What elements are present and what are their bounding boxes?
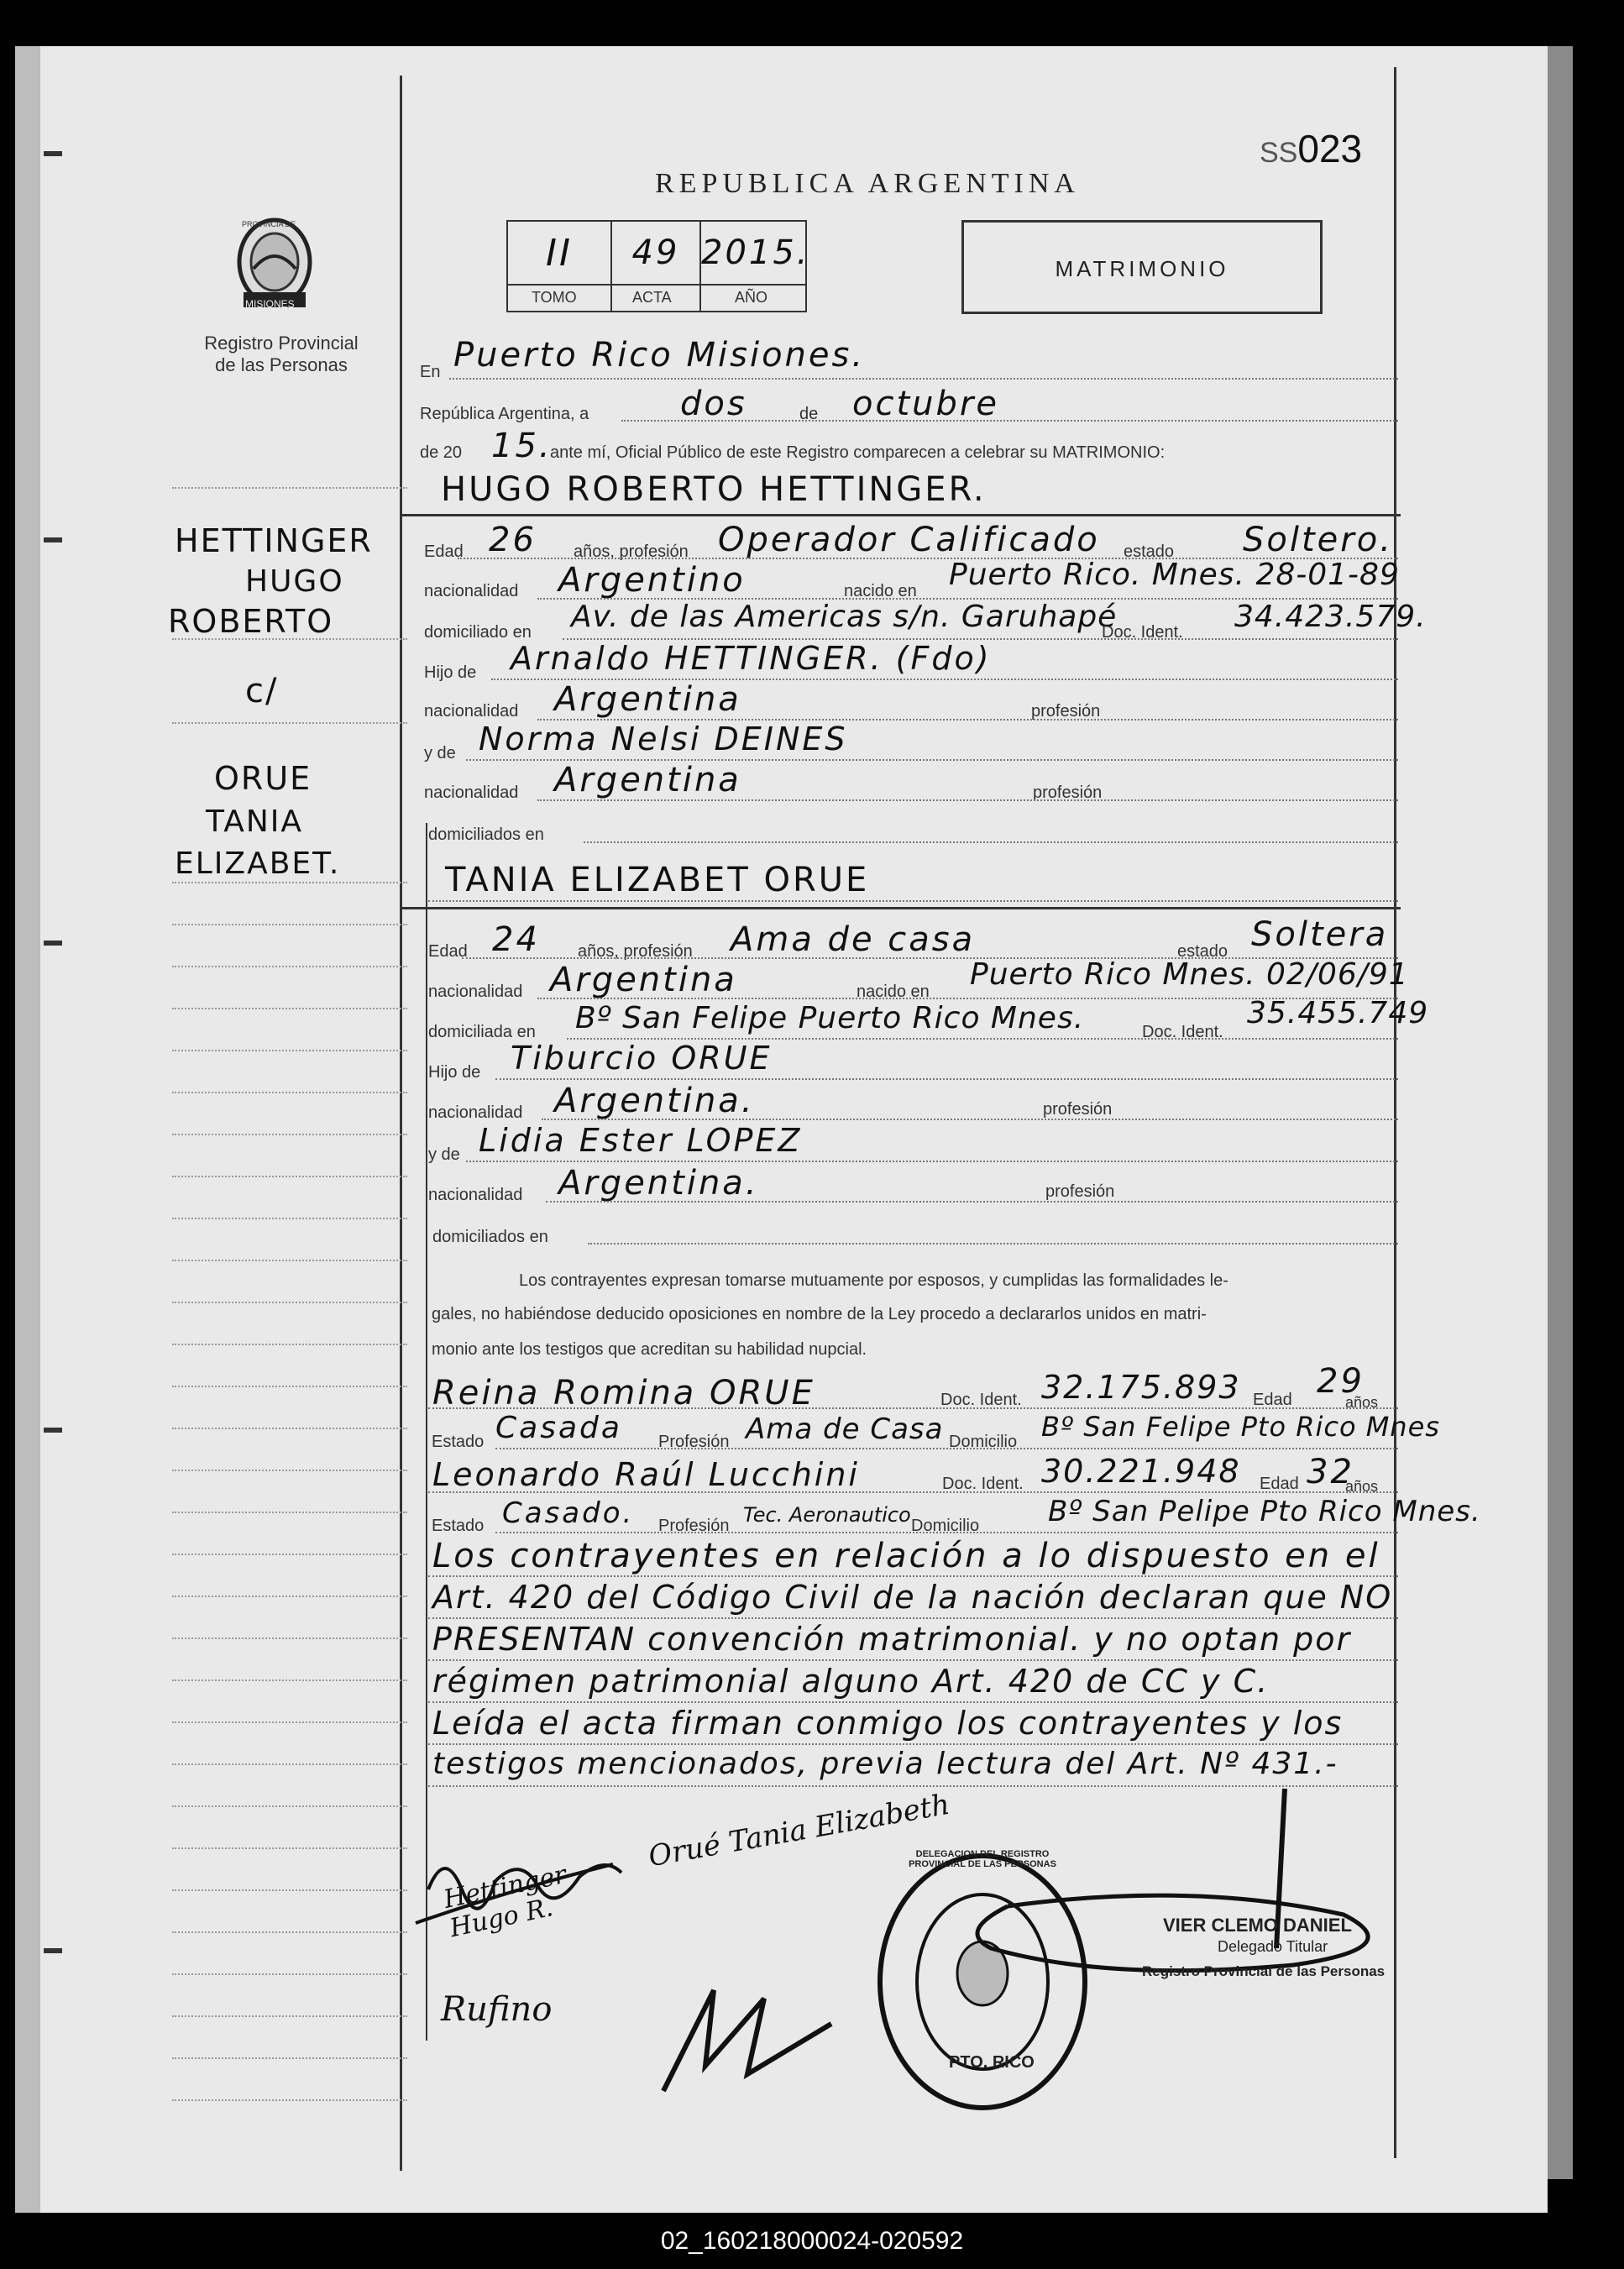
tomo-label: TOMO [532, 289, 577, 306]
bride-nacido-label: nacido en [857, 983, 930, 1001]
note-line-6: testigos mencionados, previa lectura del Art. Nº 431.- [432, 1747, 1338, 1781]
witness1-edad-label: Edad [1253, 1391, 1292, 1409]
month: octubre [852, 385, 999, 423]
signature-witness: Rufino [441, 1990, 553, 2029]
margin-bride-name1: TANIA [206, 804, 303, 839]
official-name: VIER CLEMO DANIEL [1163, 1915, 1352, 1936]
bride-edad: 24 [492, 920, 540, 959]
witness1-name: Reina Romina ORUE [432, 1374, 815, 1412]
witness1-estado-label: Estado [432, 1433, 485, 1451]
official-role1: Delegado Titular [1218, 1938, 1328, 1955]
witness2-prof-label: Profesión [658, 1517, 730, 1535]
en-label: En [420, 363, 441, 381]
image-id: 02_160218000024-020592 [660, 2227, 964, 2255]
margin-name1: HUGO [245, 564, 344, 599]
bride-nac-madre: Argentina. [558, 1164, 759, 1203]
acta-label: ACTA [632, 289, 672, 306]
groom-domiciliados-label: domiciliados en [428, 825, 544, 844]
bride-padre: Tiburcio ORUE [511, 1040, 773, 1077]
bride-nac-padre-label: nacionalidad [428, 1103, 523, 1122]
binding-mark [44, 1428, 62, 1433]
bride-doc-label: Doc. Ident. [1142, 1023, 1223, 1041]
groom-nac-label: nacionalidad [424, 582, 519, 600]
groom-edad-label: Edad [424, 542, 464, 561]
official-role2: Registro Provincial de las Personas [1142, 1963, 1386, 1979]
groom-edad: 26 [489, 521, 537, 559]
witness2-doc-label: Doc. Ident. [942, 1475, 1024, 1493]
witness2-estado: Casado. [502, 1496, 635, 1530]
groom-name: HUGO ROBERTO HETTINGER. [441, 470, 987, 509]
bride-nacionalidad: Argentina [550, 961, 737, 999]
groom-nacido-label: nacido en [844, 582, 917, 600]
groom-estado: Soltero. [1243, 521, 1393, 559]
groom-nac-madre-label: nacionalidad [424, 783, 519, 802]
witness1-doc: 32.175.893 [1041, 1369, 1241, 1406]
note-line-2: Art. 420 del Código Civil de la nación declaran que NO [432, 1579, 1393, 1616]
binding-mark [44, 941, 62, 946]
bride-hijo-label: Hijo de [428, 1063, 481, 1082]
groom-hijo-label: Hijo de [424, 663, 477, 682]
groom-prof-padre-label: profesión [1031, 702, 1101, 721]
seal-top-text: PROVINCIA DE [242, 220, 296, 228]
bride-dom-label: domiciliada en [428, 1023, 536, 1041]
margin-name2: ROBERTO [168, 603, 334, 640]
bride-nac-padre: Argentina. [554, 1082, 755, 1120]
groom-domicilio: Av. de las Americas s/n. Garuhapé [571, 600, 1118, 634]
witness2-edad-label: Edad [1260, 1475, 1299, 1493]
groom-nacionalidad: Argentino [558, 561, 746, 600]
witness1-prof-label: Profesión [658, 1433, 730, 1451]
reference-box [506, 220, 810, 312]
groom-profesion: Operador Calificado [718, 521, 1100, 559]
note-line-1: Los contrayentes en relación a lo dispuesto en el [432, 1537, 1380, 1575]
bride-domicilio: Bº San Felipe Puerto Rico Mnes. [575, 1001, 1085, 1035]
intro-text: ante mí, Oficial Público de este Registro comparecen a celebrar su MATRIMONIO: [550, 443, 1166, 462]
seal-bottom-text: MISIONES [245, 298, 295, 310]
bride-estado-label: estado [1177, 942, 1228, 961]
witness1-anos-label: años [1345, 1394, 1379, 1411]
witness2-edad: 32 [1307, 1453, 1354, 1491]
margin-line [400, 76, 402, 2171]
header-title: REPUBLICA ARGENTINA [655, 168, 1080, 199]
page-number: SS023 [1260, 127, 1363, 170]
bride-nac-label: nacionalidad [428, 983, 523, 1001]
bride-profesion: Ama de casa [731, 920, 976, 959]
signature-bride: Orué Tania Elizabeth [646, 1787, 953, 1874]
day: dos [680, 385, 747, 423]
bride-prof-madre-label: profesión [1045, 1182, 1115, 1201]
ano-value: 2015. [701, 233, 810, 272]
bride-doc: 35.455.749 [1247, 996, 1429, 1030]
year-label: de 20 [420, 443, 463, 462]
groom-profesion-label: años, profesión [574, 542, 689, 561]
ano-label: AÑO [735, 289, 768, 306]
witness2-profesion: Tec. Aeronautico [743, 1503, 911, 1527]
witness1-edad: 29 [1317, 1362, 1365, 1401]
year: 15. [491, 427, 553, 465]
bride-prof-padre-label: profesión [1043, 1100, 1113, 1119]
witness1-doc-label: Doc. Ident. [940, 1391, 1022, 1409]
binding-mark [44, 151, 62, 156]
acta-value: 49 [631, 233, 680, 272]
witness2-name: Leonardo Raúl Lucchini [432, 1456, 860, 1493]
bride-yde-label: y de [428, 1145, 460, 1164]
signature-witness2 [647, 1973, 848, 2099]
groom-madre: Norma Nelsi DEINES [479, 721, 848, 757]
tomo-value: II [546, 232, 573, 275]
groom-doc: 34.423.579. [1234, 600, 1427, 634]
groom-nacido: Puerto Rico. Mnes. 28-01-89 [949, 558, 1400, 592]
groom-nac-padre: Argentina [554, 680, 741, 719]
groom-estado-label: estado [1124, 542, 1175, 561]
groom-nac-madre: Argentina [554, 761, 741, 799]
witness1-domicilio: Bº San Felipe Pto Rico Mnes [1041, 1411, 1440, 1443]
place: Puerto Rico Misiones. [453, 336, 866, 375]
witness1-profesion: Ama de Casa [746, 1412, 944, 1446]
margin-bride-name2: ELIZABET. [175, 846, 341, 881]
witness2-dom-label: Domicilio [911, 1517, 980, 1535]
note-line-4: régimen patrimonial alguno Art. 420 de CC y C. [432, 1663, 1270, 1700]
witness2-domicilio: Bº San Pelipe Pto Rico Mnes. [1048, 1495, 1481, 1528]
witness2-anos-label: años [1345, 1478, 1379, 1495]
de-label: de [799, 405, 819, 423]
doc-type-box: MATRIMONIO [961, 220, 1323, 314]
note-line-3: PRESENTAN convención matrimonial. y no optan por [432, 1621, 1352, 1658]
groom-dom-label: domiciliado en [424, 623, 532, 642]
groom-doc-label: Doc. Ident. [1102, 623, 1183, 642]
signature-groom: Hettinger Hugo R. [411, 1831, 647, 1940]
margin-surname: HETTINGER [175, 522, 373, 559]
registry-stamp: PTO. RICO DELEGACION DEL REGISTRO PROVINCIAL DE LAS PERSONAS [873, 1847, 1092, 2116]
groom-prof-madre-label: profesión [1033, 783, 1103, 802]
bride-nacido: Puerto Rico Mnes. 02/06/91 [970, 957, 1409, 992]
margin-bride-surname: ORUE [214, 760, 312, 797]
groom-yde-label: y de [424, 744, 456, 762]
witness1-dom-label: Domicilio [949, 1433, 1018, 1451]
margin-conj: c/ [245, 672, 279, 710]
registry-label: Registro Provincial de las Personas [204, 333, 359, 375]
formal-text-1: Los contrayentes expresan tomarse mutuamente por esposos, y cumplidas las formalidades le- [519, 1271, 1228, 1290]
formal-text-2: gales, no habiéndose deducido oposiciones en nombre de la Ley procedo a declararlos unidos en matri- [432, 1305, 1207, 1323]
note-line-5: Leída el acta firman conmigo los contrayentes y los [432, 1705, 1344, 1742]
book-edge [1548, 46, 1573, 2179]
witness2-doc: 30.221.948 [1041, 1453, 1241, 1490]
formal-text-3: monio ante los testigos que acreditan su habilidad nupcial. [432, 1340, 867, 1359]
bride-estado: Soltera [1251, 915, 1389, 954]
binding-mark [44, 1948, 62, 1953]
groom-nac-padre-label: nacionalidad [424, 702, 519, 721]
witness1-estado: Casada [495, 1411, 622, 1445]
witness2-estado-label: Estado [432, 1517, 485, 1535]
groom-padre: Arnaldo HETTINGER. (Fdo) [511, 640, 992, 677]
bride-profesion-label: años, profesión [578, 942, 693, 961]
bride-name: TANIA ELIZABET ORUE [445, 861, 870, 899]
bride-domiciliados-label: domiciliados en [432, 1228, 548, 1246]
bride-nac-madre-label: nacionalidad [428, 1186, 523, 1204]
bride-edad-label: Edad [428, 942, 468, 961]
binding-mark [44, 537, 62, 542]
bride-madre: Lidia Ester LOPEZ [479, 1122, 803, 1159]
republica-label: República Argentina, a [420, 405, 589, 423]
